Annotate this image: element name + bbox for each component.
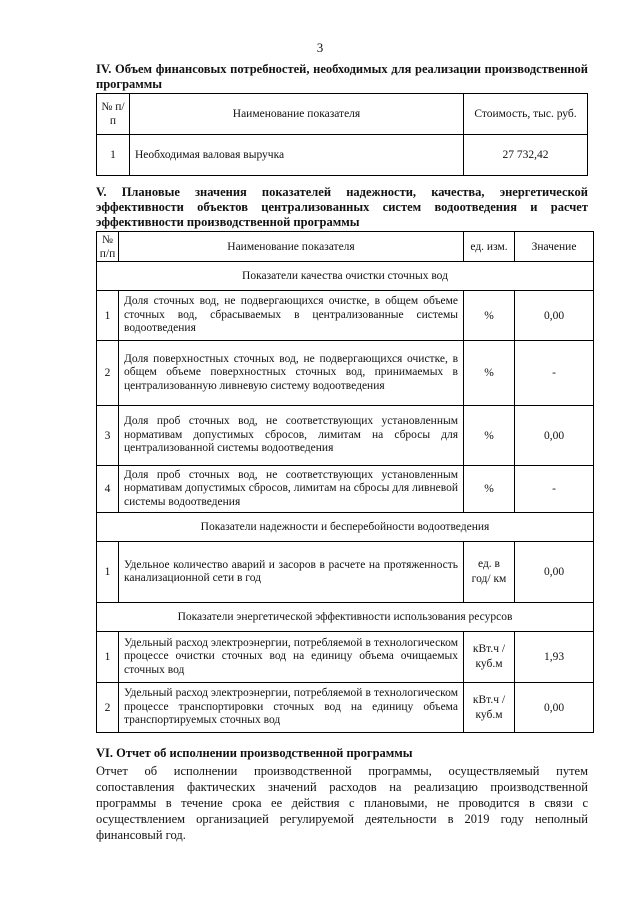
row-name: Доля сточных вод, не подвергающихся очистке, в общем объеме сточных вод, сбрасываемых в централизованные системы водоотведения (119, 291, 464, 341)
header-name: Наименование показателя (119, 232, 464, 262)
row-name: Удельное количество аварий и засоров в расчете на протяженность канализационной сети в год (119, 542, 464, 603)
section-4-heading: IV. Объем финансовых потребностей, необходимых для реализации производственной программы (96, 62, 588, 91)
table-row (97, 291, 594, 341)
group-row (97, 513, 594, 542)
row-unit: % (464, 291, 515, 341)
row-unit: % (464, 406, 515, 466)
row-num: 1 (97, 291, 119, 341)
row-value: 0,00 (515, 291, 594, 341)
row-value: - (515, 341, 594, 406)
header-unit: ед. изм. (464, 232, 515, 262)
table-row (97, 341, 594, 406)
table-row (97, 542, 594, 603)
table-row (97, 632, 594, 683)
row-unit: % (464, 466, 515, 513)
row-name: Удельный расход электроэнергии, потребляемой в технологическом процессе транспортировки сточных вод на единицу объема транспортируемых сточных вод (119, 683, 464, 733)
table-header-row (97, 94, 588, 135)
row-name: Удельный расход электроэнергии, потребляемой в технологическом процессе очистки сточных вод на единицу объема очищаемых сточных вод (119, 632, 464, 683)
row-name: Необходимая валовая выручка (130, 135, 464, 176)
section-5-heading: V. Плановые значения показателей надежности, качества, энергетической эффективности объектов централизованных систем водоотведения и расчет эффективности производственной программы (96, 185, 588, 229)
row-cost: 27 732,42 (464, 135, 588, 176)
group-row (97, 262, 594, 291)
row-num: 2 (97, 341, 119, 406)
row-num: 4 (97, 466, 119, 513)
header-num: № п/п (97, 94, 130, 135)
row-unit: кВт.ч / куб.м (464, 683, 515, 733)
group-row (97, 603, 594, 632)
row-unit: % (464, 341, 515, 406)
section-6-text: Отчет об исполнении производственной программы, осуществляемый путем сопоставления фактических значений расходов на реализацию производственной программы в течение срока ее действия с плановыми, не проводится в связи с осуществлением организацией регулируемой деятельности в 2019 году неполный финансовый год. (96, 764, 588, 842)
row-unit: кВт.ч / куб.м (464, 632, 515, 683)
row-num: 1 (97, 135, 130, 176)
table-row (97, 135, 588, 176)
row-num: 2 (97, 683, 119, 733)
page-number: 3 (316, 40, 324, 55)
section-6-heading: VI. Отчет об исполнении производственной программы (96, 746, 413, 760)
table-header-row (97, 232, 594, 262)
row-name: Доля поверхностных сточных вод, не подвергающихся очистке, в общем объеме поверхностных сточных вод, принимаемых в централизованную ливневую систему водоотведения (119, 341, 464, 406)
row-unit: ед. в год/ км (464, 542, 515, 603)
financial-needs-table (96, 93, 588, 176)
group-energy-label: Показатели энергетической эффективности использования ресурсов (97, 603, 594, 632)
header-name: Наименование показателя (130, 94, 464, 135)
row-num: 3 (97, 406, 119, 466)
header-cost: Стоимость, тыс. руб. (464, 94, 588, 135)
table-row (97, 406, 594, 466)
row-value: - (515, 466, 594, 513)
row-value: 0,00 (515, 406, 594, 466)
indicators-table (96, 231, 594, 733)
row-value: 1,93 (515, 632, 594, 683)
table-row (97, 683, 594, 733)
row-num: 1 (97, 542, 119, 603)
header-value: Значение (515, 232, 594, 262)
table-row (97, 466, 594, 513)
row-num: 1 (97, 632, 119, 683)
row-name: Доля проб сточных вод, не соответствующих установленным нормативам допустимых сбросов, лимитам на сбросы для централизованной системы водоотведения (119, 406, 464, 466)
row-name: Доля проб сточных вод, не соответствующих установленным нормативам допустимых сбросов, лимитам на сбросы для ливневой системы водоотведения (119, 466, 464, 513)
header-num: № п/п (97, 232, 119, 262)
group-reliability-label: Показатели надежности и бесперебойности водоотведения (97, 513, 594, 542)
row-value: 0,00 (515, 542, 594, 603)
row-value: 0,00 (515, 683, 594, 733)
group-quality-label: Показатели качества очистки сточных вод (97, 262, 594, 291)
